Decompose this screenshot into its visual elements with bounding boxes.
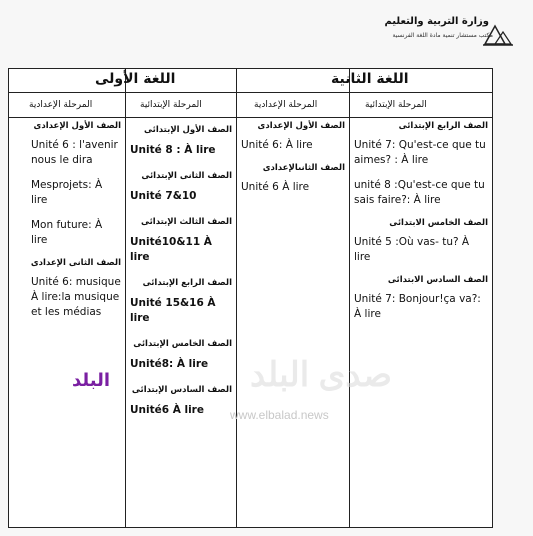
- stage-header: المرحلة الإعدادية: [254, 100, 318, 110]
- watermark-text: صدى البلد: [250, 356, 392, 394]
- grade-entry: [354, 218, 488, 265]
- grade-entry: [241, 121, 345, 153]
- grade-entry: [31, 121, 121, 248]
- unit-text: Unité 6: À lire: [241, 139, 313, 151]
- unit-text: Unité 15&16 À lire: [130, 297, 216, 324]
- grade-label: الصف الأول الإعدادى: [33, 121, 121, 131]
- grade-entry: [241, 163, 345, 195]
- grade-label: الصف الثانىالإعدادى: [262, 163, 345, 173]
- grade-entry: [130, 339, 232, 372]
- unit-text: Unité 6 À lire: [241, 181, 310, 193]
- unit-text: unité 8 :Qu'est-ce que tu sais faire?: À lire: [354, 179, 485, 206]
- unit-text: Mon future: À lire: [31, 219, 103, 246]
- grade-entry: [130, 385, 232, 418]
- lang-first-title: اللغة الأولى: [95, 71, 176, 87]
- grade-entry: [130, 217, 232, 265]
- grade-label: الصف الرابع الإبتدائى: [142, 278, 232, 288]
- column-second-preparatory: [237, 121, 349, 205]
- grade-label: الصف السادس الإبتدائى: [131, 385, 232, 395]
- grade-entry: [31, 258, 121, 320]
- unit-text: Unité 5 :Où vas- tu? À lire: [354, 236, 470, 263]
- unit-text: Unité 7&10: [130, 190, 197, 202]
- grade-entry: [130, 125, 232, 158]
- unit-text: Unité 8 : À lire: [130, 144, 216, 156]
- document-header: [0, 0, 533, 68]
- grade-label: الصف الخامس الإبتدائى: [133, 339, 232, 349]
- stage-header: المرحلة الإعدادية: [29, 100, 93, 110]
- ministry-name: وزارة التربية والتعليم: [384, 16, 489, 27]
- stage-header: المرحلة الإبتدائية: [140, 100, 202, 110]
- ministry-logo: [421, 6, 521, 56]
- unit-text: Unité8: À lire: [130, 358, 209, 370]
- grade-label: الصف الأول الإبتدائى: [144, 125, 232, 135]
- office-name: مكتب مستشار تنمية مادة اللغة الفرنسية: [392, 32, 493, 39]
- lang-second-title: اللغة الثانية: [331, 71, 409, 87]
- grade-label: الصف الرابع الإبتدائى: [398, 121, 488, 131]
- unit-text: Unité10&11 À lire: [130, 236, 212, 263]
- grade-label: الصف الخامس الابتدائى: [389, 218, 488, 228]
- stage-header: المرحلة الإبتدائية: [365, 100, 427, 110]
- grade-label: الصف الثانى الإعدادى: [30, 258, 121, 268]
- unit-text: Mesprojets: À lire: [31, 179, 103, 206]
- watermark-url: www.elbalad.news: [230, 408, 329, 422]
- column-first-primary: [126, 125, 236, 428]
- brand-logo-text: البلد: [72, 370, 111, 391]
- unit-text: Unité 6 : l'avenir nous le dira: [31, 139, 118, 166]
- column-first-preparatory: [27, 121, 125, 330]
- unit-text: Unité 6: musique À lire:la musique et les médias: [31, 276, 121, 318]
- grade-entry: [130, 171, 232, 204]
- grade-label: الصف الثالث الإبتدائى: [141, 217, 232, 227]
- grade-entry: [130, 278, 232, 326]
- unit-text: Unité6 À lire: [130, 404, 204, 416]
- curriculum-table: [8, 68, 493, 528]
- grade-label: الصف الأول الإعدادى: [257, 121, 345, 131]
- column-second-primary: [350, 121, 492, 332]
- grade-entry: [354, 275, 488, 322]
- grade-label: الصف الثانى الإبتدائى: [141, 171, 232, 181]
- unit-text: Unité 7: Bonjour!ça va?: À lire: [354, 293, 481, 320]
- unit-text: Unité 7: Qu'est-ce que tu aimes? : À lire: [354, 139, 486, 166]
- brand-logo: [72, 370, 110, 391]
- grade-label: الصف السادس الابتدائى: [387, 275, 488, 285]
- grade-entry: [354, 121, 488, 208]
